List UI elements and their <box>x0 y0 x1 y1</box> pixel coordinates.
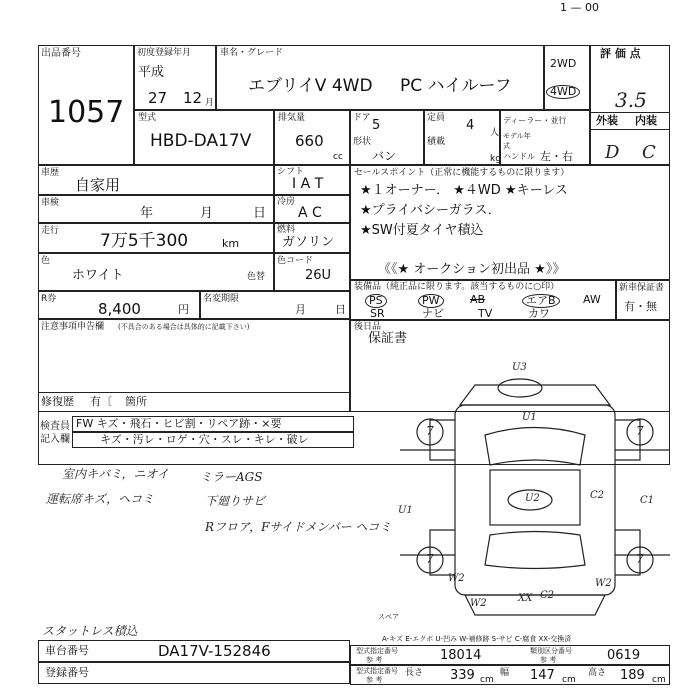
equip-ps: PS <box>365 294 387 308</box>
deadline-label: 名変期限 <box>203 294 240 304</box>
deadline-day: 日 <box>335 303 346 316</box>
designation-label-2: 参 考 <box>366 656 383 664</box>
mark-u3: U3 <box>512 362 527 373</box>
inspector-row-2-text: キズ・汚レ・ロゲ・穴・スレ・キレ・破レ <box>100 433 309 446</box>
fuel-value: ガソリン <box>282 235 335 250</box>
repair-unit: 箇所 <box>125 395 147 408</box>
notes-hint: (不具合のある場合は具体的に記載下さい) <box>118 323 250 331</box>
tire-mark-rl: 7 <box>426 552 434 566</box>
handwritten-right-2: 下廻りサビ <box>205 494 266 508</box>
exterior-grade: D <box>605 142 620 163</box>
mileage-label: 走行 <box>41 226 60 236</box>
lot-number-label: 出品番号 <box>41 48 81 59</box>
dims-label-2: 参 考 <box>366 676 383 684</box>
handle-value: 左・右 <box>540 150 573 163</box>
inspection-year: 年 <box>140 206 154 221</box>
handwritten-left-2: 運転席キズ，ヘコミ <box>46 492 155 506</box>
inspection-day: 日 <box>253 206 267 221</box>
recycle-unit: 円 <box>178 303 189 316</box>
mark-w2-right: W2 <box>595 578 612 589</box>
mark-c2-rear: C2 <box>540 590 555 601</box>
equip-sr: SR <box>370 307 385 320</box>
rear-items-value: 保証書 <box>368 331 408 346</box>
drive-4wd: 4WD <box>546 85 580 99</box>
model-label: 型式 <box>138 113 157 123</box>
inspection-month: 月 <box>200 206 214 221</box>
warranty-label: 新車保証書 <box>619 283 665 293</box>
load-label: 積載 <box>427 137 446 147</box>
sales-line-1: ★１オーナー． ★４WD ★キーレス <box>360 183 568 198</box>
category-label-1: 類別区分番号 <box>530 647 572 655</box>
reg-era: 平成 <box>138 65 165 80</box>
ac-value: A C <box>298 205 322 221</box>
reg-year: 27 <box>148 89 168 107</box>
door-value: 5 <box>372 118 381 133</box>
mark-u1-top: U1 <box>522 412 537 423</box>
capacity-unit: 人 <box>490 128 500 138</box>
sales-line-2: ★プライバシーガラス． <box>360 203 501 218</box>
width-value: 147 <box>530 668 555 683</box>
equipment-label: 装備品（純正品に限ります。該当するものに○印） <box>354 282 560 292</box>
shift-label: シフト <box>277 167 305 177</box>
notes-label: 注意事項申告欄 <box>41 322 105 332</box>
mark-c2: C2 <box>590 490 605 501</box>
height-value: 189 <box>620 668 645 683</box>
equip-navi: ナビ <box>422 307 444 320</box>
capacity-label: 定員 <box>427 113 446 123</box>
diagram-rear-window <box>485 532 585 569</box>
equip-pw: PW <box>418 294 444 308</box>
color-value: ホワイト <box>72 268 124 283</box>
corner-mark: 1 — 00 <box>560 1 599 14</box>
designation-value: 18014 <box>440 648 482 663</box>
designation-label-1: 型式指定番号 <box>356 647 398 655</box>
lot-number: 1057 <box>48 95 125 130</box>
body-label: 形状 <box>353 137 372 147</box>
spare-label: スペア <box>378 613 399 621</box>
tire-mark-fl: 7 <box>426 424 434 438</box>
inspection-cell <box>38 195 274 223</box>
history-cell <box>38 165 274 195</box>
mark-c1: C1 <box>640 495 655 506</box>
registration-label: 登録番号 <box>45 666 89 679</box>
equip-airbag: エアB <box>522 294 560 308</box>
chassis-label: 車台番号 <box>45 644 89 657</box>
reg-month-unit: 月 <box>205 98 215 108</box>
color-label: 色 <box>41 256 51 266</box>
history-label: 車歴 <box>41 168 60 178</box>
mileage-unit: km <box>222 237 240 250</box>
inspector-row-1-text: FW キズ・飛石・ヒビ割・リペア跡・×要 <box>76 417 282 430</box>
damage-circle-roof <box>498 379 542 397</box>
recycle-label: R券 <box>41 294 57 304</box>
warranty-value: 有・無 <box>624 300 657 313</box>
reg-month: 12 <box>183 89 203 107</box>
height-unit: cm <box>652 675 666 685</box>
sales-banner: 《《★ オークション初出品 ★》》 <box>378 262 566 277</box>
reg-label: 初度登録年月 <box>137 48 192 58</box>
interior-label: 内装 <box>635 114 657 127</box>
load-unit: kg <box>490 154 501 164</box>
body-value: バン <box>372 149 397 163</box>
sales-line-3: ★SW付夏タイヤ積込 <box>360 223 484 238</box>
chassis-number: DA17V-152846 <box>158 642 271 660</box>
color-code: 26U <box>305 268 332 283</box>
handwritten-right-1: ミラーAGS <box>200 470 263 484</box>
diagram-windshield <box>485 428 585 466</box>
mark-u2: U2 <box>525 493 540 504</box>
length-value: 339 <box>450 668 475 683</box>
car-name: エブリイV 4WD <box>248 76 373 96</box>
car-grade: PC ハイルーフ <box>400 76 512 96</box>
inspector-label-1: 検査員 <box>40 421 70 432</box>
repair-label: 修復歴 <box>41 395 74 408</box>
repair-cell <box>38 392 350 412</box>
drive-2wd: 2WD <box>550 57 577 70</box>
equip-tv: TV <box>478 307 493 320</box>
dims-label-1: 型式指定番号 <box>356 667 398 675</box>
inspector-label-2: 記入欄 <box>40 434 70 445</box>
width-unit: cm <box>562 675 576 685</box>
displacement-unit: cc <box>333 152 343 162</box>
mark-w2-left: W2 <box>448 573 465 584</box>
displacement-value: 660 <box>295 132 324 150</box>
drive-cell <box>544 45 590 110</box>
ac-label: 冷房 <box>277 197 296 207</box>
inspection-label: 車検 <box>41 198 60 208</box>
mark-u1-left: U1 <box>398 505 413 516</box>
mileage-value: 7万5千300 <box>100 231 189 251</box>
handwritten-bottom: スタットレス積込 <box>42 624 138 638</box>
color-code-label: 色コード <box>277 256 314 266</box>
mark-w2-rear: W2 <box>470 598 487 609</box>
width-label: 幅 <box>500 668 510 678</box>
dealer-label: ディーラー・並行 <box>503 116 567 125</box>
recycle-value: 8,400 <box>98 300 141 318</box>
handwritten-left-1: 室内キバミ，ニオイ <box>62 467 169 481</box>
score-label: 評 価 点 <box>600 47 641 60</box>
interior-grade: C <box>642 142 656 163</box>
model-year-label: モデル年式 <box>503 132 531 150</box>
sales-label: セールスポイント（正常に機能するものに限ります） <box>354 168 570 178</box>
length-label: 長さ <box>405 668 424 678</box>
category-label-2: 参 考 <box>540 656 557 664</box>
tire-mark-fr: 7 <box>636 424 644 438</box>
equip-leather: カワ <box>528 307 550 320</box>
fuel-label: 燃料 <box>277 225 296 235</box>
handle-label: ハンドル <box>503 152 535 161</box>
mark-xx: XX <box>518 593 533 604</box>
height-label: 高さ <box>588 668 607 678</box>
exterior-label: 外装 <box>596 114 618 127</box>
shift-value: I A T <box>292 176 324 192</box>
history-value: 自家用 <box>75 176 121 194</box>
tire-mark-rr: 7 <box>636 552 644 566</box>
displacement-label: 排気量 <box>278 113 306 123</box>
handwritten-right-3: Rフロア，Fサイドメンバー ヘコミ <box>205 520 392 534</box>
capacity-value: 4 <box>466 118 475 133</box>
color-change-label: 色替 <box>247 272 266 282</box>
car-name-label: 車名・グレード <box>220 48 284 58</box>
equip-aw: AW <box>583 293 601 306</box>
length-unit: cm <box>480 675 494 685</box>
door-label: ドア <box>353 113 371 123</box>
repair-value: 有〔 <box>90 395 112 408</box>
deadline-month: 月 <box>295 303 306 316</box>
rear-items-label: 後日品 <box>354 322 382 332</box>
category-value: 0619 <box>607 648 641 663</box>
score-value: 3.5 <box>615 88 647 112</box>
damage-legend: A-キズ E-エクボ U-凹み W-補修跡 S-サビ C-腐食 XX-交換済 <box>382 635 572 643</box>
model-value: HBD-DA17V <box>150 131 252 151</box>
equip-ab: AB <box>470 293 486 306</box>
